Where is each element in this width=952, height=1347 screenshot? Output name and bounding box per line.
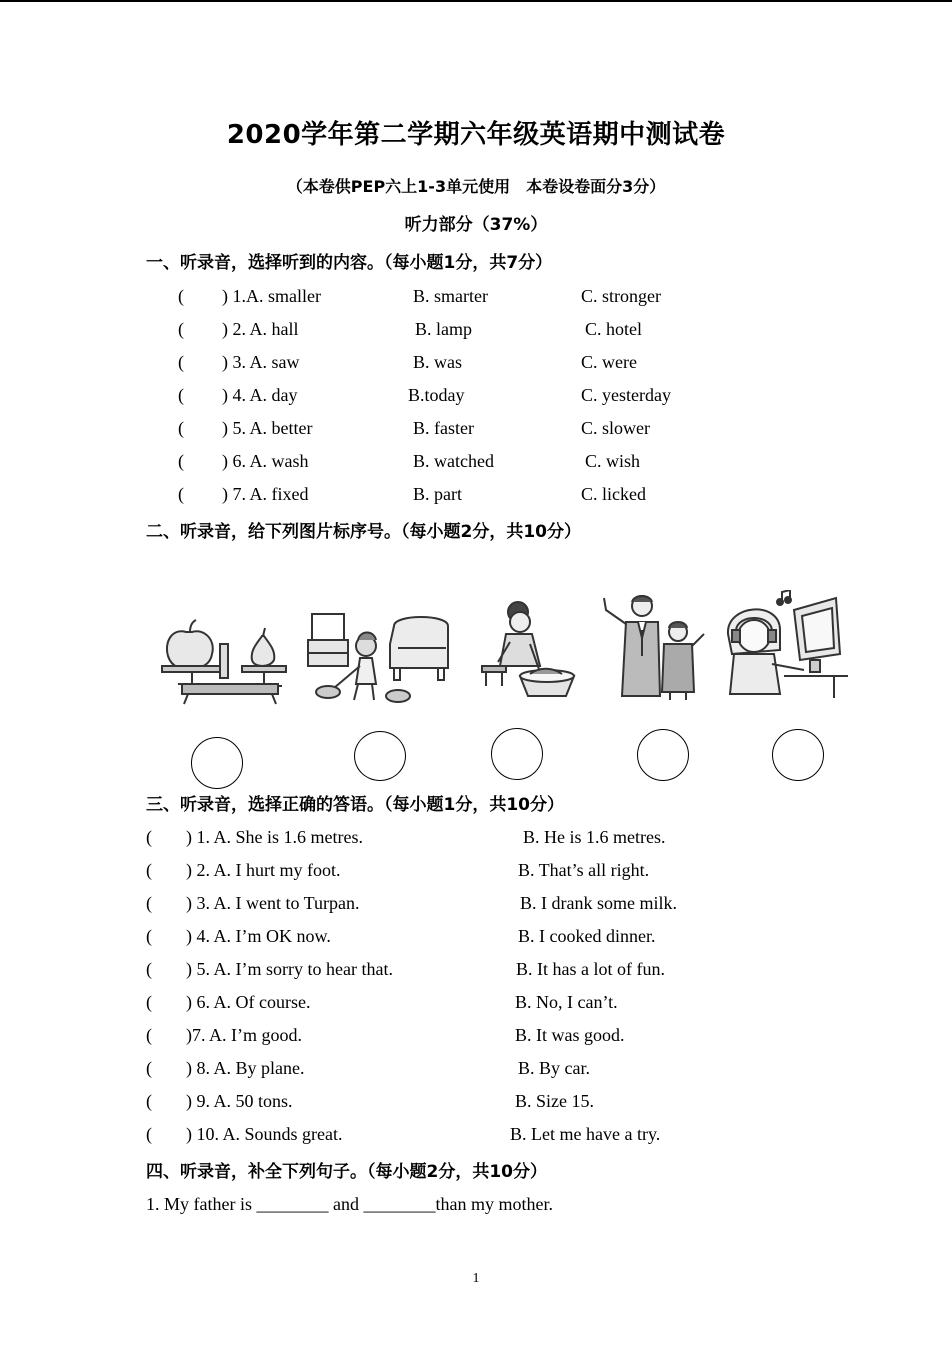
top-border [0, 0, 952, 2]
page-title: 2020学年第二学期六年级英语期中测试卷 [226, 120, 726, 150]
answer-circle[interactable] [637, 729, 689, 781]
section4-heading: 四、听录音，补全下列句子。（每小题2分，共10分） [146, 1162, 547, 1182]
washing-clothes-picture [470, 592, 580, 702]
girl-at-computer-picture [724, 590, 848, 702]
answer-circle[interactable] [772, 729, 824, 781]
section2-heading: 二、听录音，给下列图片标序号。（每小题2分，共10分） [146, 522, 581, 542]
apple-pear-scale-picture [158, 610, 290, 706]
section1-heading: 一、听录音，选择听到的内容。（每小题1分，共7分） [146, 253, 553, 273]
section3-heading: 三、听录音，选择正确的答语。（每小题1分，共10分） [146, 795, 564, 815]
page-number: 1 [472, 1271, 480, 1286]
fill-in-question: 1. My father is ________ and ________than my mother. [146, 1194, 553, 1214]
answer-circle[interactable] [191, 737, 243, 789]
answer-circle[interactable] [491, 728, 543, 780]
father-and-son-picture [598, 590, 712, 702]
part-label: 听力部分（37%） [404, 215, 548, 235]
page-subtitle: （本卷供PEP六上1-3单元使用 本卷设卷面分3分） [286, 177, 666, 196]
cleaning-room-picture [298, 604, 458, 704]
answer-circle[interactable] [354, 731, 406, 781]
